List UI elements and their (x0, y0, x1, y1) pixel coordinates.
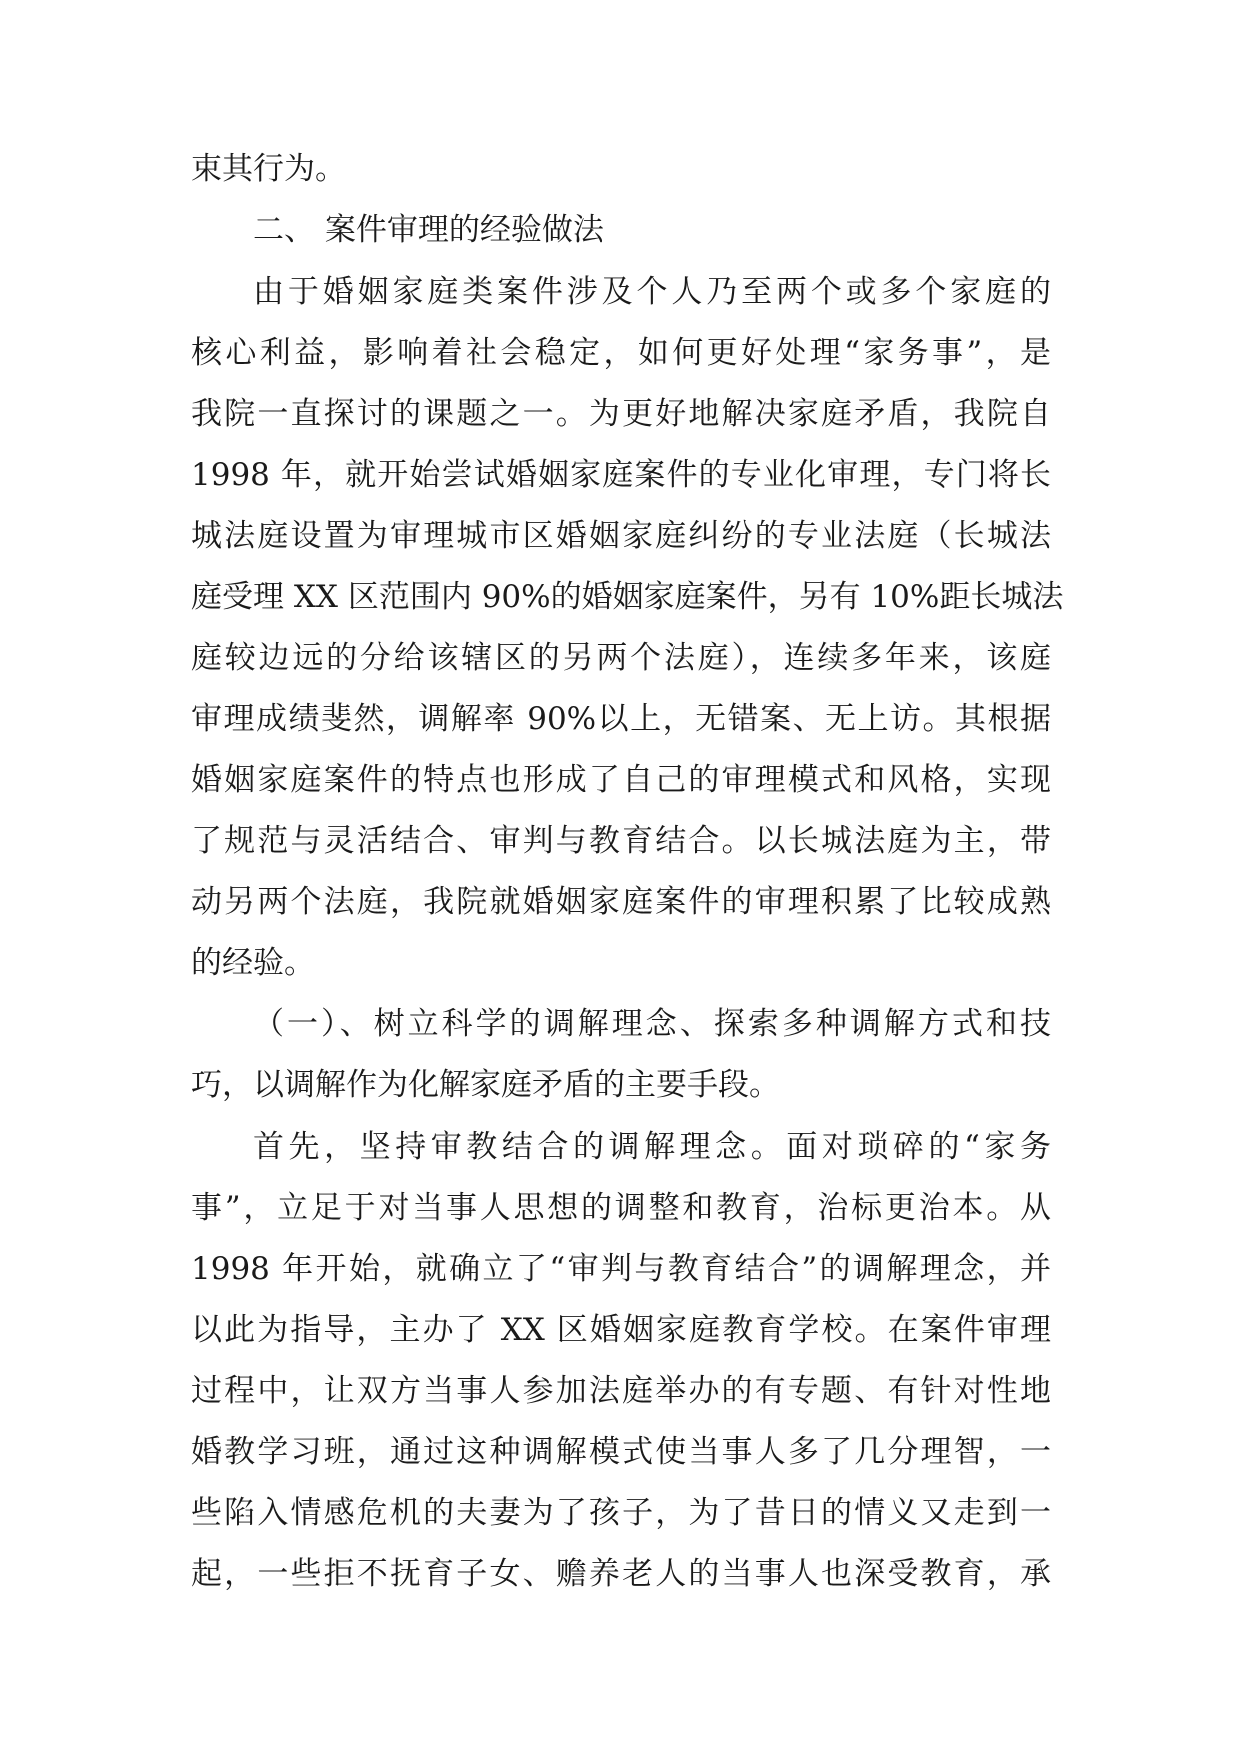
subsection-heading-line-2: 巧，以调解作为化解家庭矛盾的主要手段。 (191, 1067, 780, 1103)
text-line-5: 我院一直探讨的课题之一。为更好地解决家庭矛盾，我院自 (191, 396, 1051, 432)
text-line-4: 核心利益，影响着社会稳定，如何更好处理“家务事”，是 (191, 335, 1051, 371)
text-line-17: 首先，坚持审教结合的调解理念。面对琐碎的“家务 (253, 1129, 1051, 1165)
text-line-10: 审理成绩斐然，调解率 90%以上，无错案、无上访。其根据 (191, 701, 1051, 737)
text-line-1: 束其行为。 (191, 151, 346, 187)
text-line-7: 城法庭设置为审理城市区婚姻家庭纠纷的专业法庭（长城法 (191, 518, 1051, 554)
text-line-12: 了规范与灵活结合、审判与教育结合。以长城法庭为主，带 (191, 823, 1051, 859)
text-line-20: 以此为指导，主办了 XX 区婚姻家庭教育学校。在案件审理 (191, 1312, 1051, 1348)
text-line-9: 庭较边远的分给该辖区的另两个法庭），连续多年来，该庭 (191, 640, 1051, 676)
text-line-18: 事”，立足于对当事人思想的调整和教育，治标更治本。从 (191, 1190, 1051, 1226)
text-line-24: 起，一些拒不抚育子女、赡养老人的当事人也深受教育，承 (191, 1556, 1051, 1592)
text-line-3: 由于婚姻家庭类案件涉及个人乃至两个或多个家庭的 (253, 274, 1051, 310)
text-line-19: 1998 年开始，就确立了“审判与教育结合”的调解理念，并 (191, 1251, 1051, 1287)
subsection-heading-line-1: （一）、树立科学的调解理念、探索多种调解方式和技 (253, 1006, 1051, 1042)
text-line-22: 婚教学习班，通过这种调解模式使当事人多了几分理智，一 (191, 1434, 1051, 1470)
text-line-6: 1998 年，就开始尝试婚姻家庭案件的专业化审理，专门将长 (191, 457, 1051, 493)
text-line-11: 婚姻家庭案件的特点也形成了自己的审理模式和风格，实现 (191, 762, 1051, 798)
text-line-21: 过程中，让双方当事人参加法庭举办的有专题、有针对性地 (191, 1373, 1051, 1409)
text-line-23: 些陷入情感危机的夫妻为了孩子，为了昔日的情义又走到一 (191, 1495, 1051, 1531)
text-line-14: 的经验。 (191, 945, 315, 981)
text-line-8: 庭受理 XX 区范围内 90%的婚姻家庭案件，另有 10%距长城法 (191, 579, 1064, 615)
text-line-13: 动另两个法庭，我院就婚姻家庭案件的审理积累了比较成熟 (191, 884, 1051, 920)
section-heading: 二、 案件审理的经验做法 (253, 212, 604, 248)
